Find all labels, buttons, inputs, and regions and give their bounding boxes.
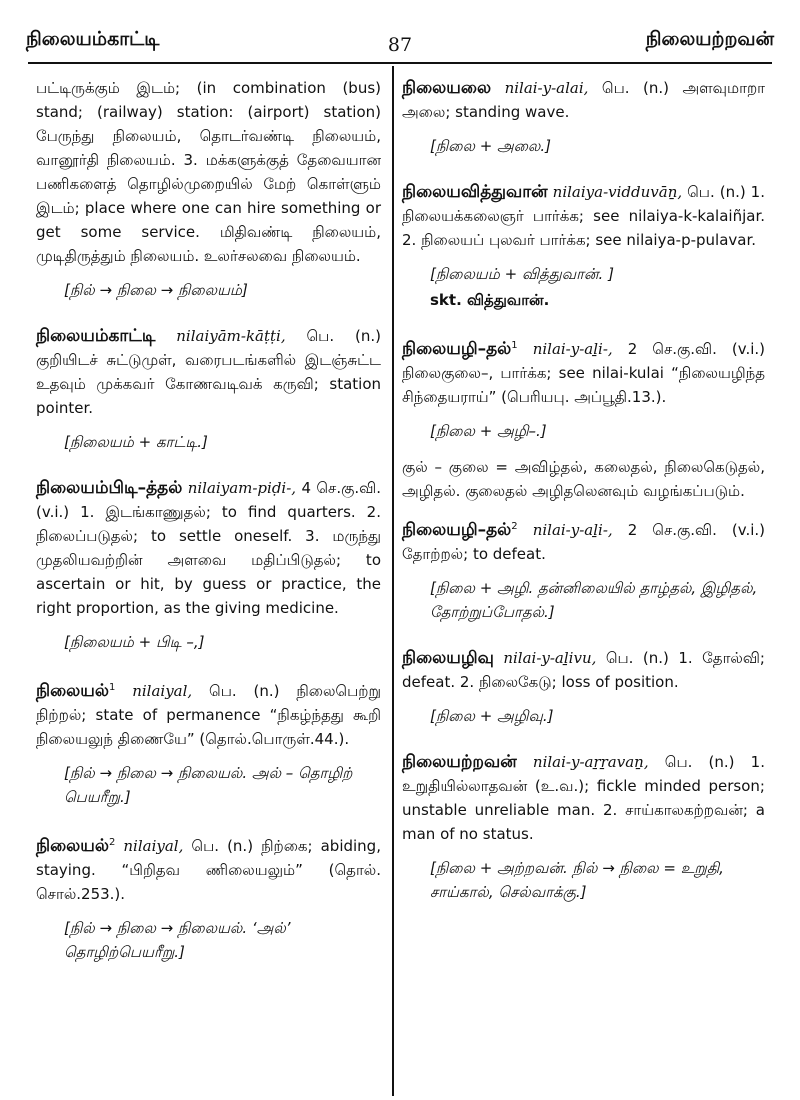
right-column [402, 76, 765, 926]
dictionary-entry [36, 676, 381, 751]
etymology: [நிலை + அலை.] [430, 137, 551, 155]
dictionary-entry [402, 750, 765, 846]
etymology: [நிலை + அழி–.] [430, 422, 547, 440]
etymology-note: skt. வித்துவான். [430, 291, 550, 309]
etymology: [நிலை + அழிவு.] [430, 707, 554, 725]
headword: நிலையவித்துவான் [402, 182, 548, 202]
dictionary-entry [402, 76, 765, 124]
headword: நிலையல் [36, 836, 109, 856]
dictionary-entry [402, 180, 765, 252]
definition: பெ. (n.) 1. உறுதியில்லாதவன் (உ.வ.); fickle minded person; unstable unreliable man. 2. சாய்காலகற்றவன்; a man of no status. [402, 753, 765, 843]
header-rule [28, 62, 772, 64]
page-number: 87 [387, 34, 413, 56]
left-column [36, 76, 381, 986]
transliteration: nilai-y-aḻi-, [532, 340, 613, 358]
definition: பெ. (n.) அளவுமாறா அலை; standing wave. [402, 79, 765, 121]
etymology: [நில் → நிலை → நிலையல். ‘அல்’ தொழிற்பெயரீறு.] [64, 919, 291, 961]
homonym-number: 1 [511, 340, 518, 351]
etymology: [நிலையம் + பிடி –,] [64, 633, 205, 651]
headword: நிலையழிவு [402, 648, 494, 668]
headword: நிலையம்பிடி–த்தல் [36, 478, 183, 498]
dictionary-entry [36, 831, 381, 906]
usage-note: குல் – குலை = அவிழ்தல், கலைதல், நிலைகெடுதல், அழிதல். குலைதல் அழிதலெனவும் வழங்கப்படும். [402, 458, 765, 500]
definition: பெ. (n.) 1. நிலையக்கலைஞர் பார்க்க; see nilaiya-k-kalaiñjar. 2. நிலையப் புலவர் பார்க்க; see nilaiya-p-pulavar. [402, 183, 765, 249]
transliteration: nilaiyām-kāṭṭi, [176, 327, 286, 345]
continued-entry-text: பட்டிருக்கும் இடம்; (in combination (bus) stand; (railway) station: (airport) station) பேருந்து நிலையம், தொடர்வண்டி நிலையம், வானூர்தி நிலையம். 3. மக்களுக்குத் தேவையான பணிகளைத் தொழில்முறையில் மேற் கொள்ளும் இடம்; place where one can hire something or get some service. மிதிவண்டி நிலையம், முடிதிருத்தும் நிலையம். உலர்சலவை நிலையம். [36, 79, 381, 265]
headword: நிலையழி–தல் [402, 520, 512, 540]
dictionary-entry [402, 646, 765, 694]
definition: பெ. (n.) குறியிடச் சுட்டுமுள், வரைபடங்களில் இடஞ்சுட்ட உதவும் முக்கவர் கோணவடிவக் கருவி; station pointer. [36, 327, 381, 417]
header-guide-word-left: நிலையம்காட்டி [26, 28, 160, 50]
headword: நிலையழி–தல் [402, 339, 512, 359]
headword: நிலையம்காட்டி [36, 326, 156, 346]
transliteration: nilaiyam-piḍi-, [187, 479, 297, 497]
transliteration: nilai-y-aṟṟavaṉ, [532, 753, 649, 771]
headword: நிலையலை [402, 78, 492, 98]
transliteration: nilaiyal, [132, 682, 193, 700]
dictionary-entry [402, 515, 765, 566]
definition: 2 செ.கு.வி. (v.i.) தோற்றல்; to defeat. [402, 521, 765, 563]
etymology: [நில் → நிலை → நிலையம்] [64, 281, 248, 299]
definition: பெ. (n.) நிற்கை; abiding, staying. “பிறிதவ ணிலையலும்” (தொல். சொல்.253.). [36, 837, 381, 903]
dictionary-entry [36, 324, 381, 420]
transliteration: nilai-y-aḻivu, [503, 649, 597, 667]
definition: 4 செ.கு.வி. (v.i.) 1. இடங்காணுதல்; to find quarters. 2. நிலைப்படுதல்; to settle oneself. 3. மருந்து முதலியவற்றின் அளவை மதிப்பிடுதல்; to ascertain or hit, by guess or practice, the right proportion, as the giving medicine. [36, 479, 381, 617]
homonym-number: 2 [108, 837, 116, 848]
header-guide-word-right: நிலையற்றவன் [645, 28, 774, 50]
transliteration: nilaiya-vidduvāṉ, [552, 183, 683, 201]
etymology: [நிலை + அற்றவன். நில் → நிலை = உறுதி, சாய்கால், செல்வாக்கு.] [430, 859, 724, 901]
etymology: [நிலையம் + வித்துவான். ] [430, 265, 614, 283]
headword: நிலையற்றவன் [402, 752, 517, 772]
definition: பெ. (n.) 1. தோல்வி; defeat. 2. நிலைகேடு; loss of position. [402, 649, 765, 691]
definition: 2 செ.கு.வி. (v.i.) நிலைகுலை–, பார்க்க; see nilai-kulai “நிலையழிந்த சிந்தையராய்” (பெரியபு. அப்பூதி.13.). [402, 340, 765, 406]
dictionary-entry [402, 334, 765, 409]
definition: பெ. (n.) நிலைபெற்று நிற்றல்; state of permanence “நிகழ்ந்தது கூறி நிலையலுந் திணையே” (தொல்.பொருள்.44.). [36, 682, 381, 748]
column-divider [392, 66, 394, 1096]
dictionary-entry [36, 476, 381, 620]
etymology: [நிலை + அழி. தன்னிலையில் தாழ்தல், இழிதல், தோற்றுப்போதல்.] [430, 579, 758, 621]
etymology: [நிலையம் + காட்டி.] [64, 433, 208, 451]
etymology: [நில் → நிலை → நிலையல். அல் – தொழிற் பெயரீறு.] [64, 764, 353, 806]
transliteration: nilaiyal, [123, 837, 184, 855]
transliteration: nilai-y-aḻi-, [532, 521, 613, 539]
transliteration: nilai-y-alai, [504, 79, 589, 97]
homonym-number: 2 [511, 521, 518, 532]
headword: நிலையல் [36, 681, 109, 701]
homonym-number: 1 [108, 682, 116, 693]
page-header [0, 0, 800, 60]
